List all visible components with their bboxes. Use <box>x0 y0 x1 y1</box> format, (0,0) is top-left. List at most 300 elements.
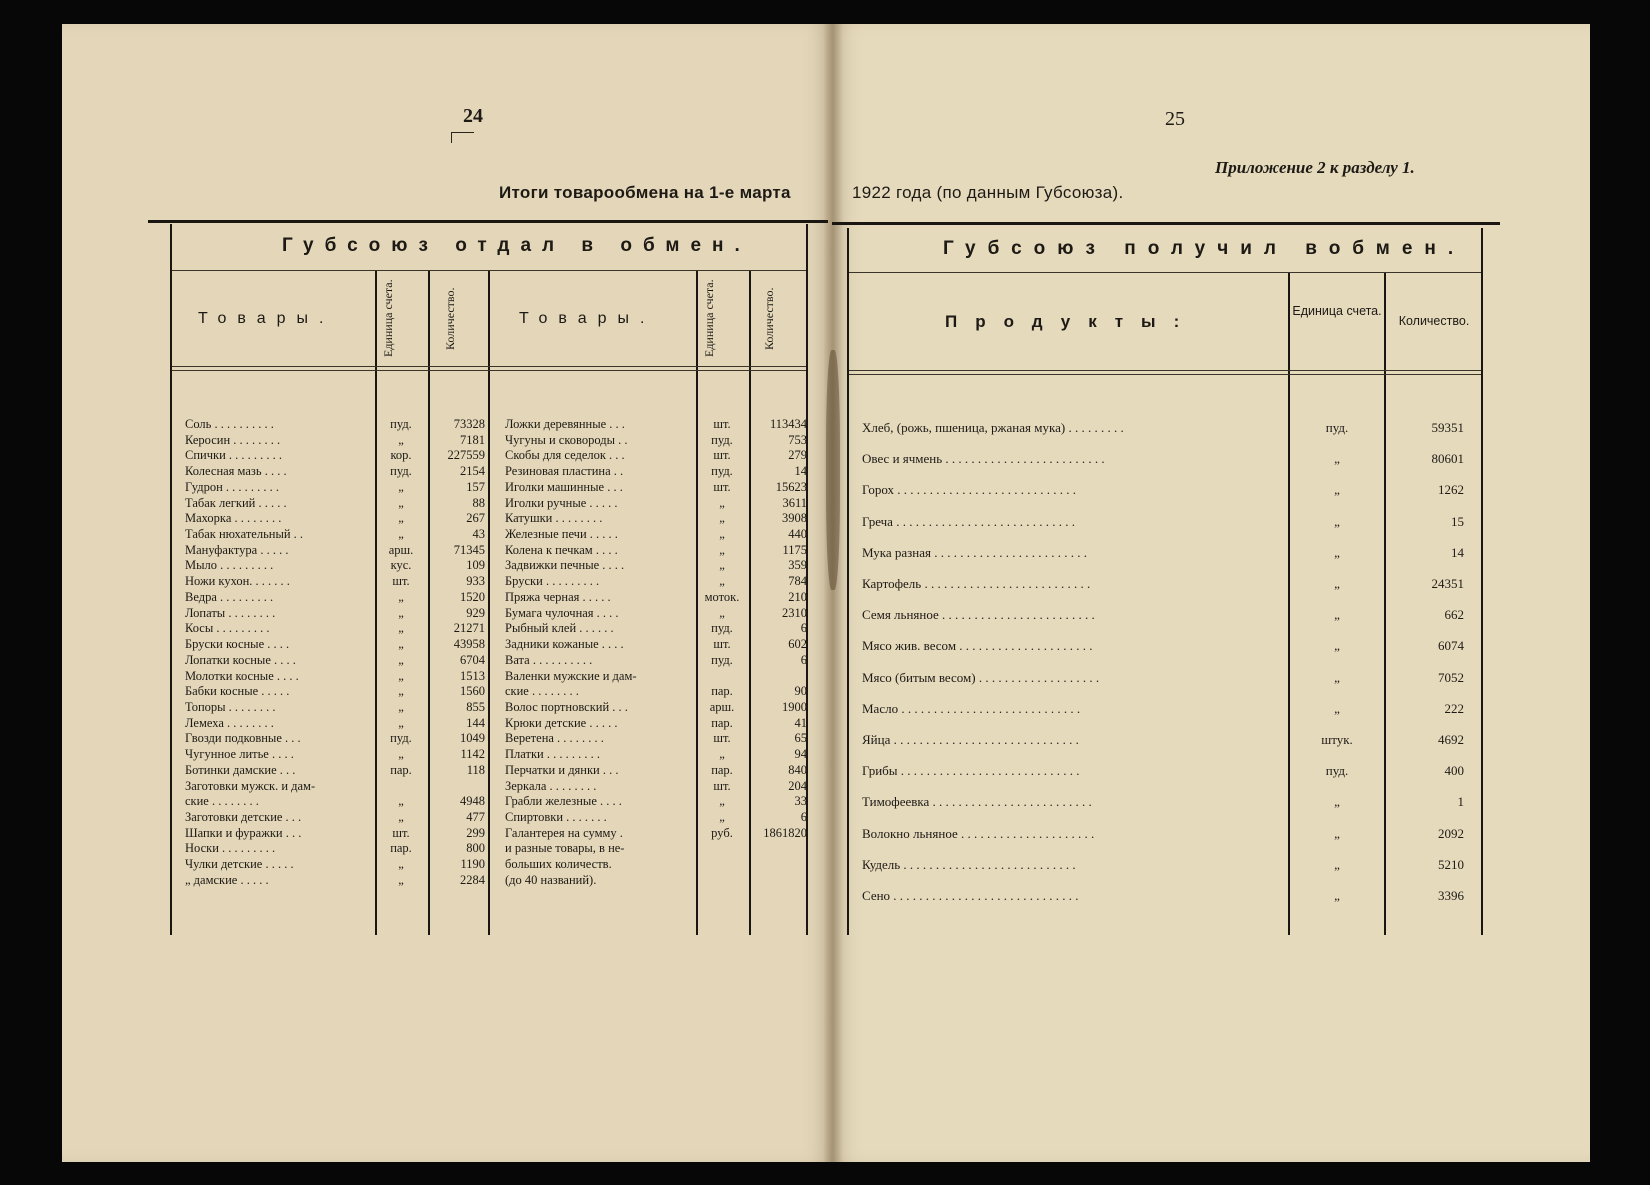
table-row <box>505 857 807 873</box>
row-name: Ножи кухон. . . . . . . <box>185 574 290 589</box>
row-name: Бруски косные . . . . <box>185 637 290 652</box>
row-unit: „ <box>398 527 404 542</box>
row-unit: пуд. <box>1325 763 1349 779</box>
row-name: Валенки мужские и дам- <box>505 668 637 683</box>
row-quantity: 6074 <box>1438 638 1464 654</box>
table-row <box>185 621 485 637</box>
row-unit: пуд. <box>711 432 733 447</box>
table-row <box>862 763 1462 781</box>
row-quantity: 1262 <box>1438 482 1464 498</box>
row-unit: „ <box>1334 856 1340 872</box>
row-unit: „ <box>1334 638 1340 654</box>
row-unit: „ <box>398 621 404 636</box>
row-name: Топоры . . . . . . . . <box>185 699 276 714</box>
row-name: Кудель . . . . . . . . . . . . . . . . . . . . . . . . . . . <box>862 856 1076 872</box>
row-unit: „ <box>719 605 725 620</box>
row-quantity: 400 <box>1444 763 1464 779</box>
row-unit: пуд. <box>390 417 412 431</box>
row-quantity: 4692 <box>1438 732 1464 747</box>
table-row <box>862 420 1462 438</box>
table-row <box>505 417 807 433</box>
row-quantity: 14 <box>794 464 807 479</box>
row-quantity: 3611 <box>782 495 807 510</box>
title-left-part: Итоги товарообмена на 1-е марта <box>499 183 791 202</box>
row-quantity: 359 <box>788 558 807 573</box>
table-border-left-r <box>847 228 849 935</box>
pencil-mark <box>451 132 474 143</box>
row-unit: пуд. <box>711 652 733 667</box>
row-quantity: 1 <box>1457 794 1464 810</box>
row-unit: штук. <box>1321 732 1353 747</box>
row-unit: „ <box>398 810 404 824</box>
row-unit: „ <box>398 747 404 762</box>
table-row <box>505 716 807 732</box>
table-row <box>862 514 1462 532</box>
row-name: Лопатки косные . . . . <box>185 652 296 667</box>
row-name: Мука разная . . . . . . . . . . . . . . . . . . . . . . . . <box>862 544 1087 560</box>
row-unit: „ <box>1334 513 1340 529</box>
table-row <box>505 747 807 763</box>
table-row <box>505 779 807 795</box>
row-unit: „ <box>719 747 725 762</box>
row-quantity: 7052 <box>1438 669 1464 685</box>
row-quantity: 144 <box>466 715 485 730</box>
row-name: Сено . . . . . . . . . . . . . . . . . . . . . . . . . . . . . <box>862 888 1079 903</box>
row-unit: пар. <box>711 715 733 730</box>
row-quantity: 222 <box>1444 700 1464 716</box>
row-name: Колена к печкам . . . . <box>505 542 618 557</box>
table-row <box>862 607 1462 625</box>
row-unit: „ <box>719 511 725 526</box>
book-gutter <box>823 24 843 1162</box>
row-name: Пряжа черная . . . . . <box>505 589 611 604</box>
row-name: Волос портновский . . . <box>505 699 628 714</box>
table-row <box>185 684 485 700</box>
row-unit: „ <box>398 699 404 714</box>
row-name: Веретена . . . . . . . . <box>505 731 604 746</box>
table-row <box>185 700 485 716</box>
row-name: ские . . . . . . . . <box>185 794 259 809</box>
table-row <box>862 826 1462 844</box>
row-unit: „ <box>1334 451 1340 467</box>
row-quantity: 6 <box>800 621 807 636</box>
row-quantity: 2284 <box>460 872 485 887</box>
row-name: Хлеб, (рожь, пшеница, ржаная мука) . . . . . . . . . <box>862 420 1124 435</box>
row-unit: пуд. <box>390 731 412 746</box>
row-quantity: 929 <box>466 605 485 620</box>
row-unit: „ <box>398 637 404 652</box>
row-name: Молотки косные . . . . <box>185 668 299 683</box>
row-unit: пар. <box>390 762 412 777</box>
row-quantity: 73328 <box>453 417 485 431</box>
row-unit: пар. <box>711 684 733 699</box>
table-row <box>862 732 1462 750</box>
row-name: Заготовки мужск. и дам- <box>185 778 316 793</box>
table-row <box>505 841 807 857</box>
top-rule-left <box>148 220 828 223</box>
table-row <box>185 448 485 464</box>
row-quantity: 662 <box>1444 607 1464 623</box>
table-row <box>185 590 485 606</box>
row-name: Керосин . . . . . . . . <box>185 432 281 447</box>
row-quantity: 6 <box>800 652 807 667</box>
col-unit-header-2: Единица счета. <box>702 279 716 358</box>
table-row <box>505 433 807 449</box>
row-name: Тимофеевка . . . . . . . . . . . . . . . . . . . . . . . . . <box>862 794 1092 810</box>
row-unit: „ <box>719 495 725 510</box>
row-unit: шт. <box>713 637 731 652</box>
row-name: Зеркала . . . . . . . . <box>505 778 597 793</box>
row-unit: „ <box>1334 576 1340 591</box>
row-quantity: 118 <box>466 762 485 777</box>
table-row <box>185 763 485 779</box>
col-unit-header-r: Единица счета. <box>1292 304 1382 318</box>
row-name: Мануфактура . . . . . <box>185 542 289 557</box>
row-quantity: 440 <box>788 527 807 542</box>
row-quantity: 477 <box>466 810 485 824</box>
table-row <box>505 448 807 464</box>
table-row <box>185 810 485 826</box>
row-quantity: 1049 <box>460 731 485 746</box>
row-quantity: 800 <box>466 841 485 856</box>
row-name: Табак нюхательный . . <box>185 527 304 542</box>
row-quantity: 1513 <box>460 668 485 683</box>
row-unit: шт. <box>713 448 731 463</box>
row-quantity: 80601 <box>1431 451 1464 467</box>
row-quantity: 14 <box>1451 544 1464 560</box>
table-row <box>505 574 807 590</box>
row-name: Мясо (битым весом) . . . . . . . . . . . . . . . . . . . <box>862 669 1100 685</box>
row-quantity: 43 <box>472 527 485 542</box>
table-row <box>862 857 1462 875</box>
row-name: Резиновая пластина . . <box>505 464 624 479</box>
row-unit: пар. <box>390 841 412 856</box>
table-row <box>185 826 485 842</box>
row-name: Ложки деревянные . . . <box>505 417 625 431</box>
row-quantity: 59351 <box>1431 420 1464 435</box>
row-name: Бабки косные . . . . . <box>185 684 290 699</box>
row-unit: кус. <box>390 558 412 573</box>
section-header-given: Губсоюз отдал в обмен. <box>282 235 751 256</box>
row-unit: шт. <box>713 417 731 431</box>
row-quantity: 1861820 <box>763 825 807 840</box>
table-row <box>505 794 807 810</box>
row-quantity: 602 <box>788 637 807 652</box>
row-quantity: 33 <box>794 794 807 809</box>
row-name: Железные печи . . . . . <box>505 527 618 542</box>
col-qty-header-2: Количество. <box>762 287 776 350</box>
row-quantity: 88 <box>472 495 485 510</box>
row-unit: пуд. <box>390 464 412 479</box>
row-name: Колесная мазь . . . . <box>185 464 287 479</box>
row-quantity: 210 <box>788 589 807 604</box>
table-row <box>505 731 807 747</box>
row-unit: „ <box>398 715 404 730</box>
table-row <box>505 496 807 512</box>
row-name: Табак легкий . . . . . <box>185 495 287 510</box>
row-quantity: 5210 <box>1438 856 1464 872</box>
table-row <box>185 511 485 527</box>
table-row <box>185 716 485 732</box>
row-name: Масло . . . . . . . . . . . . . . . . . . . . . . . . . . . . <box>862 700 1081 716</box>
table-row <box>185 527 485 543</box>
row-quantity: 204 <box>788 778 807 793</box>
table-row <box>185 543 485 559</box>
row-quantity: 65 <box>794 731 807 746</box>
row-quantity: 1190 <box>460 857 485 872</box>
row-name: Лемеха . . . . . . . . <box>185 715 274 730</box>
table-row <box>862 670 1462 688</box>
row-quantity: 157 <box>466 479 485 494</box>
row-unit: „ <box>1334 888 1340 903</box>
row-unit: шт. <box>713 731 731 746</box>
row-quantity: 15 <box>1451 513 1464 529</box>
row-name: и разные товары, в не- <box>505 841 625 856</box>
table-border-left <box>170 224 172 935</box>
row-name: Вата . . . . . . . . . . <box>505 652 593 667</box>
table-row <box>862 482 1462 500</box>
row-quantity: 6 <box>800 810 807 824</box>
row-unit: „ <box>1334 669 1340 685</box>
row-name: „ дамские . . . . . <box>185 872 269 887</box>
row-unit: „ <box>398 589 404 604</box>
row-quantity: 1175 <box>782 542 807 557</box>
row-name: Бумага чулочная . . . . <box>505 605 619 620</box>
row-quantity: 94 <box>794 747 807 762</box>
row-unit: пуд. <box>711 621 733 636</box>
col-products-header: Продукты: <box>945 312 1198 331</box>
row-unit: „ <box>398 605 404 620</box>
appendix-label: Приложение 2 к разделу 1. <box>1215 158 1415 177</box>
row-quantity: 7181 <box>460 432 485 447</box>
row-unit: „ <box>398 872 404 887</box>
row-name: Лопаты . . . . . . . . <box>185 605 276 620</box>
row-name: Перчатки и дянки . . . <box>505 762 619 777</box>
row-name: Спички . . . . . . . . . <box>185 448 283 463</box>
row-unit: „ <box>398 495 404 510</box>
row-quantity: 2310 <box>782 605 807 620</box>
row-quantity: 840 <box>788 762 807 777</box>
table-row <box>505 590 807 606</box>
row-name: Платки . . . . . . . . . <box>505 747 600 762</box>
row-unit: моток. <box>704 589 740 604</box>
row-name: Мясо жив. весом . . . . . . . . . . . . . . . . . . . . . <box>862 638 1093 654</box>
row-name: Ведра . . . . . . . . . <box>185 589 274 604</box>
row-unit: „ <box>719 558 725 573</box>
head-rule-2 <box>172 370 806 371</box>
row-quantity: 933 <box>466 574 485 589</box>
row-quantity: 2154 <box>460 464 485 479</box>
row-name: Носки . . . . . . . . . <box>185 841 276 856</box>
row-name: Мыло . . . . . . . . . <box>185 558 274 573</box>
row-unit: „ <box>398 511 404 526</box>
row-unit: „ <box>398 479 404 494</box>
row-quantity: 3396 <box>1438 888 1464 903</box>
row-name: (до 40 названий). <box>505 872 597 887</box>
row-quantity: 109 <box>466 558 485 573</box>
row-name: Ботинки дамские . . . <box>185 762 296 777</box>
row-unit: шт. <box>392 574 410 589</box>
row-quantity: 3908 <box>782 511 807 526</box>
row-quantity: 2092 <box>1438 825 1464 841</box>
row-name: Соль . . . . . . . . . . <box>185 417 274 431</box>
section-header-received: Губсоюз получил вобмен. <box>943 238 1466 259</box>
header-rule-r <box>849 272 1481 273</box>
row-quantity: 1142 <box>460 747 485 762</box>
row-unit: арш. <box>388 542 414 557</box>
table-row <box>185 417 485 433</box>
table-row <box>862 638 1462 656</box>
row-name: Гвозди подковные . . . <box>185 731 301 746</box>
table-border-right-r <box>1481 228 1483 935</box>
row-name: Скобы для седелок . . . <box>505 448 625 463</box>
head-rule-1 <box>172 366 806 367</box>
row-unit: „ <box>1334 825 1340 841</box>
row-quantity: 71345 <box>453 542 485 557</box>
row-name: Катушки . . . . . . . . <box>505 511 603 526</box>
table-row <box>185 637 485 653</box>
row-unit: „ <box>1334 482 1340 498</box>
table-row <box>185 480 485 496</box>
row-unit: „ <box>398 857 404 872</box>
table-row <box>185 558 485 574</box>
page-number-left: 24 <box>463 105 483 127</box>
row-quantity: 113434 <box>769 417 807 431</box>
page-number-right: 25 <box>1165 108 1185 130</box>
row-quantity: 753 <box>788 432 807 447</box>
row-quantity: 1520 <box>460 589 485 604</box>
table-row <box>185 464 485 480</box>
table-row <box>505 826 807 842</box>
table-row <box>185 496 485 512</box>
row-name: Волокно льняное . . . . . . . . . . . . . . . . . . . . . <box>862 825 1095 841</box>
row-name: Семя льняное . . . . . . . . . . . . . . . . . . . . . . . . <box>862 607 1095 623</box>
row-name: Спиртовки . . . . . . . <box>505 810 607 824</box>
table-row <box>185 857 485 873</box>
row-name: Грибы . . . . . . . . . . . . . . . . . . . . . . . . . . . . <box>862 763 1080 779</box>
row-unit: „ <box>719 542 725 557</box>
row-unit: пуд. <box>711 464 733 479</box>
row-unit: пуд. <box>1325 420 1349 435</box>
row-unit: „ <box>719 794 725 809</box>
table-row <box>185 653 485 669</box>
table-row <box>185 747 485 763</box>
table-row <box>185 606 485 622</box>
row-unit: „ <box>1334 700 1340 716</box>
row-unit: шт. <box>713 778 731 793</box>
table-row <box>505 527 807 543</box>
col-qty-header: Количество. <box>443 287 457 350</box>
row-quantity: 4948 <box>460 794 485 809</box>
table-row <box>185 669 485 685</box>
table-row <box>185 433 485 449</box>
row-quantity: 299 <box>466 825 485 840</box>
row-name: Иголки машинные . . . <box>505 479 623 494</box>
col-unit-header: Единица счета. <box>381 279 395 358</box>
row-unit: „ <box>398 652 404 667</box>
row-name: Иголки ручные . . . . . <box>505 495 618 510</box>
row-unit: „ <box>398 794 404 809</box>
row-name: Косы . . . . . . . . . <box>185 621 270 636</box>
row-name: Галантерея на сумму . <box>505 825 623 840</box>
table-row <box>505 480 807 496</box>
table-row <box>505 873 807 889</box>
table-row <box>505 621 807 637</box>
table-row <box>862 576 1462 594</box>
row-unit: шт. <box>713 479 731 494</box>
row-name: Грабли железные . . . . <box>505 794 622 809</box>
head-rule-r1 <box>849 370 1481 371</box>
row-unit: руб. <box>711 825 733 840</box>
row-name: Гудрон . . . . . . . . . <box>185 479 280 494</box>
row-quantity: 1560 <box>460 684 485 699</box>
row-name: Махорка . . . . . . . . <box>185 511 282 526</box>
row-unit: „ <box>398 668 404 683</box>
col-goods-header: Товары. <box>198 310 335 327</box>
row-name: Рыбный клей . . . . . . <box>505 621 614 636</box>
row-unit: пар. <box>711 762 733 777</box>
row-unit: „ <box>1334 794 1340 810</box>
table-row <box>862 794 1462 812</box>
row-name: Бруски . . . . . . . . . <box>505 574 600 589</box>
table-row <box>505 700 807 716</box>
row-unit: „ <box>719 810 725 824</box>
row-quantity: 279 <box>788 448 807 463</box>
row-quantity: 267 <box>466 511 485 526</box>
row-unit: „ <box>719 527 725 542</box>
title-right-part: 1922 года (по данным Губсоюза). <box>852 183 1124 202</box>
table-row <box>185 779 485 795</box>
row-name: Яйца . . . . . . . . . . . . . . . . . . . . . . . . . . . . . <box>862 732 1079 747</box>
row-quantity: 43958 <box>453 637 485 652</box>
table-row <box>505 653 807 669</box>
row-quantity: 6704 <box>460 652 485 667</box>
row-name: Картофель . . . . . . . . . . . . . . . . . . . . . . . . . . <box>862 576 1091 591</box>
row-unit: „ <box>398 432 404 447</box>
table-row <box>505 637 807 653</box>
table-row <box>862 545 1462 563</box>
row-name: Задвижки печные . . . . <box>505 558 625 573</box>
table-row <box>505 606 807 622</box>
binding-wear <box>826 350 840 590</box>
row-name: больших количеств. <box>505 857 612 872</box>
table-row <box>185 841 485 857</box>
table-row <box>505 684 807 700</box>
row-quantity: 41 <box>794 715 807 730</box>
row-quantity: 227559 <box>447 448 485 463</box>
row-unit: „ <box>719 574 725 589</box>
table-row <box>505 669 807 685</box>
row-quantity: 90 <box>794 684 807 699</box>
row-unit: „ <box>1334 607 1340 623</box>
row-name: Крюки детские . . . . . <box>505 715 618 730</box>
table-row <box>185 574 485 590</box>
row-name: Задники кожаные . . . . <box>505 637 624 652</box>
row-quantity: 855 <box>466 699 485 714</box>
table-row <box>185 794 485 810</box>
row-name: Чугуны и сковороды . . <box>505 432 628 447</box>
row-quantity: 784 <box>788 574 807 589</box>
row-quantity: 24351 <box>1431 576 1464 591</box>
row-name: Греча . . . . . . . . . . . . . . . . . . . . . . . . . . . . <box>862 513 1075 529</box>
col-goods-header-2: Товары. <box>519 310 656 327</box>
row-quantity: 21271 <box>453 621 485 636</box>
row-name: Заготовки детские . . . <box>185 810 302 824</box>
row-quantity: 1900 <box>782 699 807 714</box>
row-unit: шт. <box>392 825 410 840</box>
row-unit: арш. <box>709 699 735 714</box>
head-rule-r2 <box>849 374 1481 375</box>
